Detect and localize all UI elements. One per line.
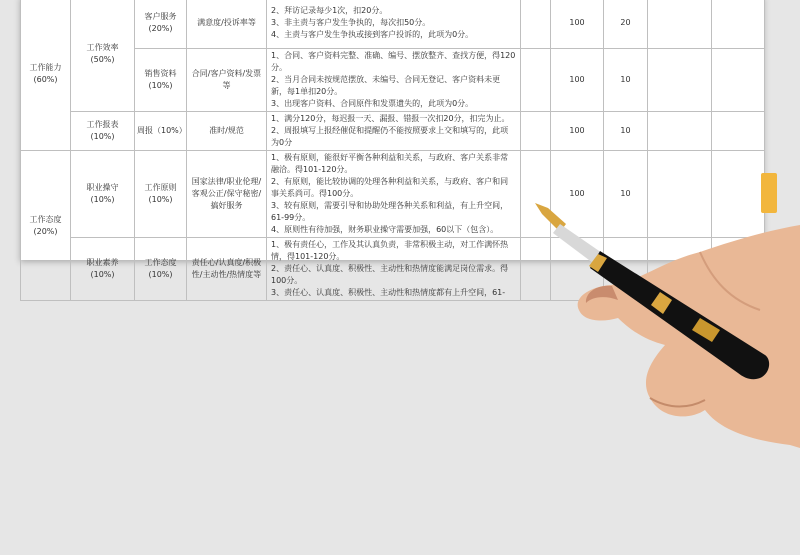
cell-text: (20%): [148, 23, 173, 33]
criteria-text: 3、较有原则，需要引导和协助处理各种关系和利益，有上升空间，61-99分。: [271, 201, 509, 222]
cell-text: (10%): [148, 195, 173, 204]
cell-text: 职业操守: [86, 183, 119, 192]
cell-max-score: 100: [551, 112, 604, 151]
cell-text: (60%): [33, 74, 58, 84]
cell-text: 周报（10%）: [137, 126, 187, 135]
criteria-text: 3、出现客户资料、合同原件和发票遗失的，此项为0分。: [271, 99, 474, 108]
criteria-text: 1、极有原则，能很好平衡各种利益和关系，与政府、客户关系非常融洽。得101-120分。: [271, 153, 509, 174]
criteria-text: 2、拜访记录每少1次，扣20分。: [271, 5, 388, 15]
criteria-text: 2、当月合同未按规范摆放、未编号、合同无登记、客户资料未更新，每1单扣20分。: [271, 75, 501, 96]
cell-text: 工作效率: [86, 43, 119, 52]
criteria-text: 2、有原则，能比较协调的处理各种利益和关系，与政府、客户和同事关系尚可。得100分。: [271, 177, 509, 198]
cell-text: 工作原则: [144, 183, 177, 192]
cell-max-score: 100: [551, 49, 604, 112]
criteria-text: 3、责任心、认真度、积极性、主动性和热情度都有上升空间，61-: [271, 288, 506, 297]
cell-text: 客户服务: [144, 11, 177, 21]
criteria-text: 2、责任心、认真度、积极性、主动性和热情度能满足岗位需求。得100分。: [271, 264, 509, 285]
cell-text: (50%): [90, 55, 115, 64]
cell-max-score: 100: [551, 0, 604, 49]
criteria-text: 4、原则性有待加强，财务职业操守需要加强，60以下（包含）。: [271, 225, 499, 234]
cell-text: (10%): [148, 81, 173, 90]
cell-text: (10%): [90, 270, 115, 279]
cell-max-score: 100: [551, 151, 604, 238]
cell-text: (10%): [148, 270, 173, 279]
criteria-text: 1、满分120分，每迟报一天、漏报、错报一次扣20分，扣完为止。: [271, 114, 510, 123]
cell-text: 工作态度: [144, 258, 177, 267]
cell-text: 工作态度: [29, 214, 62, 224]
cell-text: 工作能力: [29, 62, 62, 72]
criteria-text: 3、非主责与客户发生争执的，每次扣50分。: [271, 17, 431, 27]
cell-weight: 10: [604, 49, 648, 112]
cell-text: 职业素养: [86, 258, 119, 267]
cell-text: 销售资料: [144, 69, 177, 78]
cell-text: (20%): [33, 226, 58, 236]
criteria-text: 1、极有责任心，工作及其认真负责，非常积极主动，对工作满怀热情，得101-120分。: [271, 240, 509, 261]
cell-text: 准时/规范: [209, 126, 244, 135]
cell-weight: 10: [604, 151, 648, 238]
cell-text: (10%): [90, 195, 115, 204]
cell-weight: 20: [604, 0, 648, 49]
criteria-text: 4、主责与客户发生争执或接到客户投诉的，此项为0分。: [271, 29, 474, 39]
cell-text: (10%): [90, 132, 115, 141]
cell-weight: 10: [604, 112, 648, 151]
cell-text: 责任心/认真度/积极性/主动性/热情度等: [191, 258, 262, 279]
criteria-text: 2、周报填写上报经催促和提醒仍不能按照要求上交和填写的，此项为0分: [271, 126, 509, 147]
cell-text: 工作报表: [86, 120, 119, 129]
cell-text: 合同/客户资料/发票等: [191, 69, 262, 90]
criteria-text: 1、合同、客户资料完整、准确、编号、摆放整齐、查找方便，得120分。: [271, 51, 516, 72]
cell-text: 国家法律/职业伦理/客观公正/保守秘密/搞好服务: [191, 177, 262, 210]
cell-text: 满意度/投诉率等: [197, 17, 256, 27]
